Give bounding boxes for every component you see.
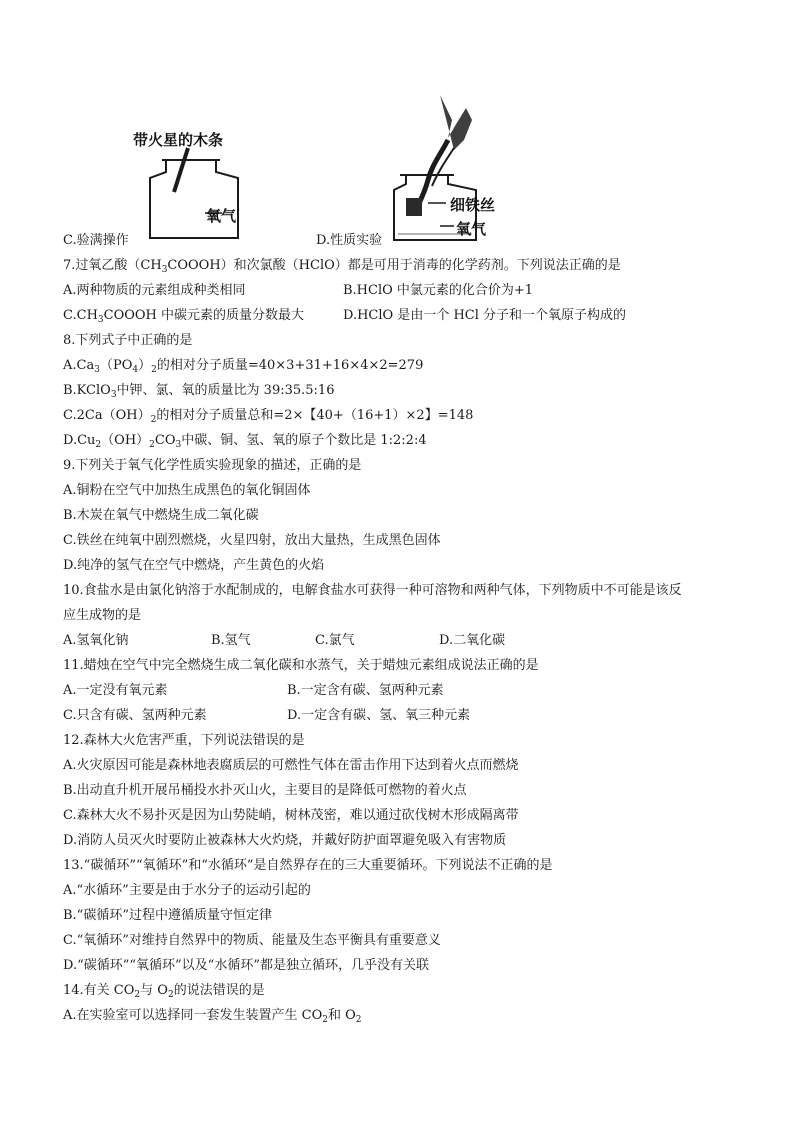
q9-option-c: C.铁丝在纯氧中剧烈燃烧，火星四射，放出大量热，生成黑色固体	[63, 533, 441, 548]
q12-option-a: A.火灾原因可能是森林地表腐质层的可燃性气体在雷击作用下达到着火点而燃烧	[63, 758, 519, 773]
q13-option-d: D.“碳循环”“氧循环”以及“水循环”都是独立循环，几乎没有关联	[63, 958, 429, 973]
q14-option-a: A.在实验室可以选择同一套发生装置产生 $CO_2$和 $O_2$	[63, 1008, 362, 1025]
q7-option-d: D.HClO 是由一个 HCl 分子和一个氧原子构成的	[343, 308, 627, 323]
q7-option-a: A.两种物质的元素组成种类相同	[63, 283, 246, 298]
iron-wire-coil	[406, 198, 422, 216]
q13-option-c: C.“氧循环”对维持自然界中的物质、能量及生态平衡具有重要意义	[63, 933, 441, 948]
q13-stem: 13.“碳循环”“氧循环”和“水循环”是自然界存在的三大重要循环。下列说法不正确的是	[63, 858, 553, 873]
q8-stem: 8.下列式子中正确的是	[63, 333, 193, 348]
q11-option-a: A.一定没有氧元素	[63, 683, 168, 698]
q13-option-a: A.“水循环”主要是由于水分子的运动引起的	[63, 883, 311, 898]
q10-stem-line2: 应生成物的是	[63, 608, 142, 623]
q8-option-b: B.KClO$_3$中钾、氯、氧的质量比为 39:35.5:16	[63, 383, 335, 400]
iron-wire-label: 细铁丝	[450, 196, 496, 214]
q12-option-c: C.森林大火不易扑灭是因为山势陡峭，树林茂密，难以通过砍伐树木形成隔离带	[63, 808, 519, 823]
q7-option-b: B.HClO 中氯元素的化合价为+1	[343, 283, 534, 298]
caption-c: C.验满操作	[63, 233, 129, 248]
q10-option-a: A.氢氧化钠	[63, 633, 129, 648]
oxygen-label-c: 氧气	[206, 207, 237, 225]
q8-option-c: $C.2Ca(OH)_2$的相对分子质量总和=2×【40+（16+1）×2】=148	[63, 408, 474, 425]
q9-option-b: B.木炭在氧气中燃烧生成二氧化碳	[63, 508, 259, 523]
oxygen-label-d: 氧气	[456, 220, 487, 238]
q7-stem: 7.过氧乙酸$(CH_3COOOH)$和次氯酸（HClO）都是可用于消毒的化学药剂。下列说法正确的是	[63, 258, 621, 275]
q10-stem-line1: 10.食盐水是由氯化钠溶于水配制成的，电解食盐水可获得一种可溶物和两种气体，下列物质中不可能是该反	[63, 583, 682, 598]
q11-option-b: B.一定含有碳、氢两种元素	[287, 683, 444, 698]
q11-stem: 11.蜡烛在空气中完全燃烧生成二氧化碳和水蒸气，关于蜡烛元素组成说法正确的是	[63, 658, 539, 673]
q8-option-a: $A.Ca_3(PO_4)_2$的相对分子质量=40×3+31+16×4×2=279	[63, 358, 424, 375]
q10-option-c: C.氯气	[315, 633, 355, 648]
q11-option-d: D.一定含有碳、氢、氧三种元素	[287, 708, 471, 723]
q12-option-d: D.消防人员灭火时要防止被森林大火灼烧，并戴好防护面罩避免吸入有害物质	[63, 833, 507, 848]
q8-option-d: $D.Cu_2(OH)_2CO_3$中碳、铜、氢、氧的原子个数比是 1:2:2:4	[63, 433, 427, 450]
q11-option-c: C.只含有碳、氢两种元素	[63, 708, 207, 723]
q9-option-d: D.纯净的氢气在空气中燃烧，产生黄色的火焰	[63, 558, 325, 573]
q14-stem: 14.有关 $CO_2$与 $O_2$的说法错误的是	[63, 983, 265, 1000]
q13-option-b: B.“碳循环”过程中遵循质量守恒定律	[63, 908, 272, 923]
q12-stem: 12.森林大火危害严重，下列说法错误的是	[63, 733, 305, 748]
q10-option-d: D.二氧化碳	[439, 633, 506, 648]
caption-d: D.性质实验	[316, 233, 383, 248]
q9-stem: 9.下列关于氧气化学性质实验现象的描述，正确的是	[63, 458, 362, 473]
splint-label: 带火星的木条	[133, 131, 224, 149]
q10-option-b: B.氢气	[211, 633, 251, 648]
q7-option-c: $C.CH_3COOOH$ 中碳元素的质量分数最大	[63, 308, 305, 325]
q12-option-b: B.出动直升机开展吊桶投水扑灭山火，主要目的是降低可燃物的着火点	[63, 783, 467, 798]
q9-option-a: A.铜粉在空气中加热生成黑色的氧化铜固体	[63, 483, 311, 498]
